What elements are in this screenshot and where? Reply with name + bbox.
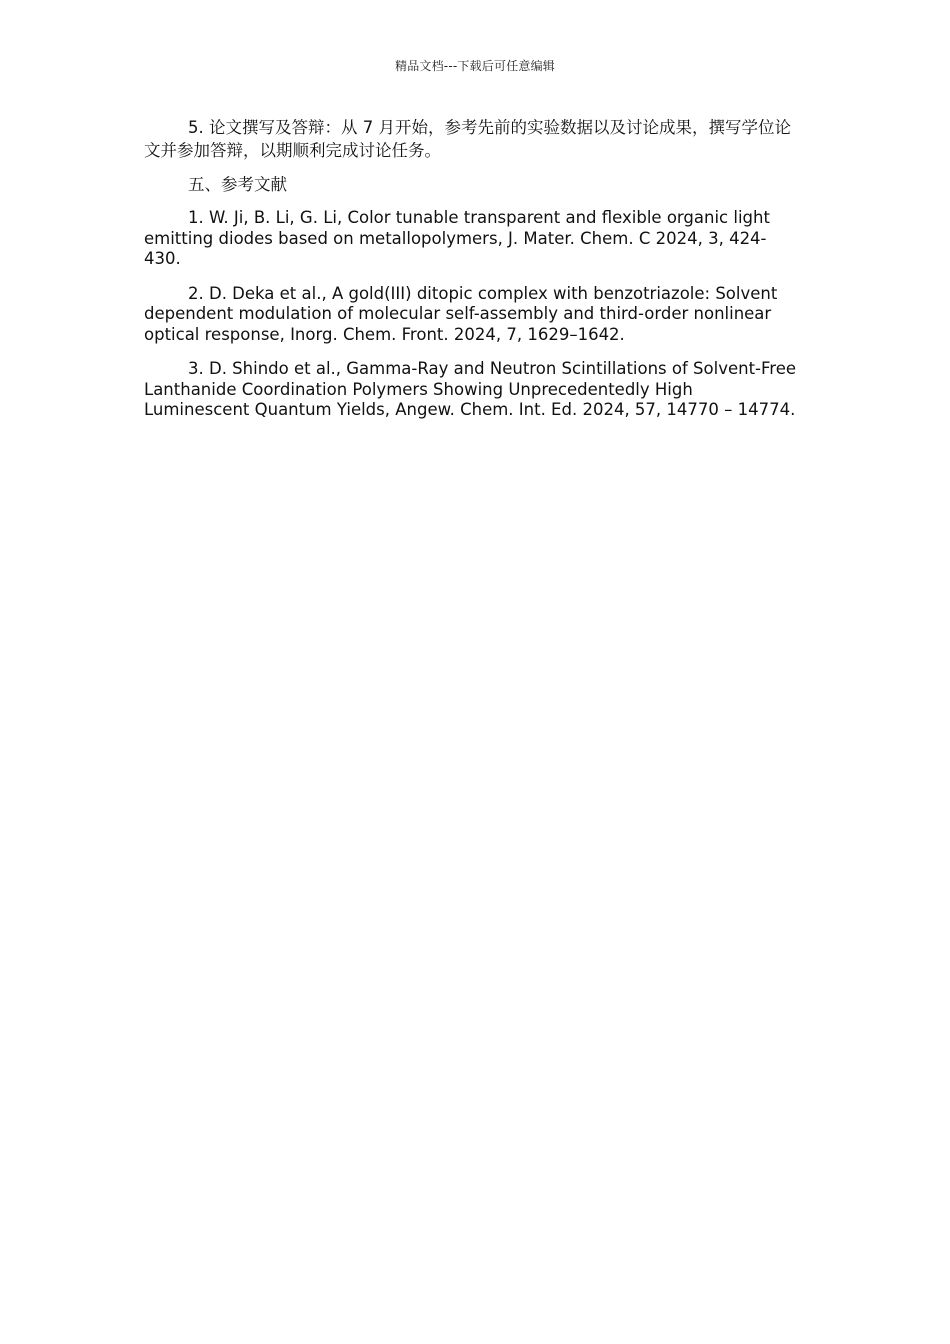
reference-item-2: 2. D. Deka et al., A gold(III) ditopic complex with benzotriazole: Solvent dependent modulation of molecular self-assembly and third-order nonlinear optical response, Inorg. Chem. Front. 2024, 7, 1629–1642. xyxy=(144,283,778,344)
page-header: 精品文档---下载后可任意编辑 xyxy=(395,59,555,73)
reference-item-3: 3. D. Shindo et al., Gamma-Ray and Neutron Scintillations of Solvent-Free Lanthanide Coordination Polymers Showing Unprecedentedly High Luminescent Quantum Yields, Angew. Chem. Int. Ed. 2024, 57, 14770 – 14774. xyxy=(144,359,797,419)
section-heading-references: 五、参考文献 xyxy=(188,175,287,194)
paragraph-thesis-writing: 5. 论文撰写及答辩：从 7 月开始，参考先前的实验数据以及讨论成果，撰写学位论文并参加答辩，以期顺利完成讨论任务。 xyxy=(144,118,791,160)
reference-item-1: 1. W. Ji, B. Li, G. Li, Color tunable transparent and flexible organic light emitting diodes based on metallopolymers, J. Mater. Chem. C 2024, 3, 424-430. xyxy=(144,208,770,268)
document-body xyxy=(144,116,800,435)
